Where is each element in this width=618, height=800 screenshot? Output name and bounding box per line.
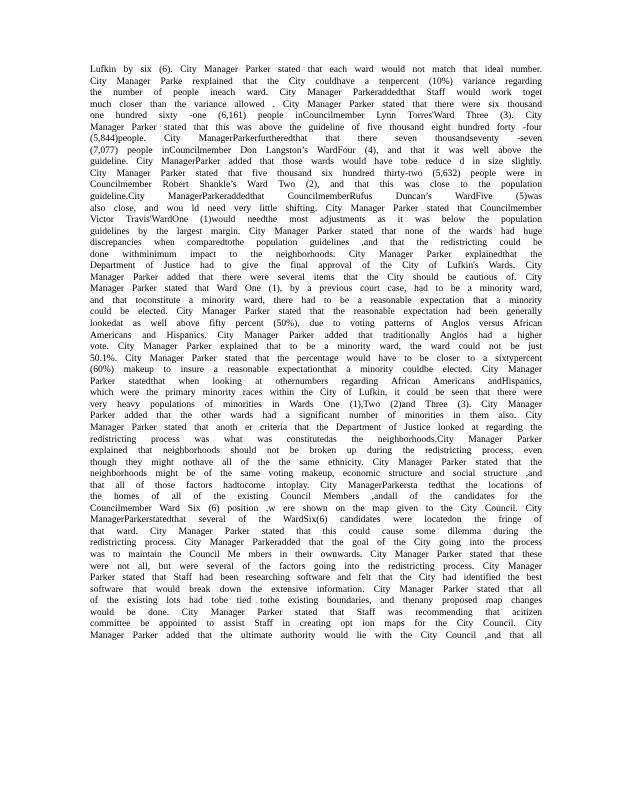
text-line: Manager Parker stated that Ward One (1), by a previous court case, had to be a minority ward, (90, 283, 542, 295)
text-line: could be elected. City Manager Parker stated that the reasonable expectation had been generally (90, 306, 542, 318)
text-line: (5,844)people. City ManagerParkerfurtheredthat that there seven thousandseventy -seven (90, 133, 542, 145)
text-line: Parker added that the other wards had a significant number of minorities in them also. City (90, 410, 542, 422)
text-line: lookedat as well above fifty percent (50%), due to voting patterns of Anglos versus African (90, 318, 542, 330)
text-line: Councilmember Ward Six (6) position ,w ere shown on the map given to the City Council. City (90, 502, 542, 514)
text-line: Manager Parker stated that anoth er criteria that the Department of Justice looked at regarding the (90, 421, 542, 433)
text-line: that all of those factors hadtocome intoplay. City ManagerParkersta tedthat the locations of (90, 479, 542, 491)
text-line: City Manager Parke rexplained that the City couldhave a tenpercent (10%) variance regarding (90, 75, 542, 87)
text-line: City Manager Parker stated that five thousand six hundred thirty-two (5,632) people were in (90, 167, 542, 179)
text-line: Councilmember Robert Shankle’s Ward Two (2), and that this was close to the population (90, 179, 542, 191)
text-line: very heavy populations of minorities in Wards One (1),Two (2)and Three (3). City Manager (90, 398, 542, 410)
text-line: Lufkin by six (6). City Manager Parker stated that each ward would not match that ideal number. (90, 64, 542, 75)
text-line: (60%) makeup to insure a reasonable expectationthat a minority couldbe elected. City Manager (90, 364, 542, 376)
text-line: and that toconstitute a minority ward, there had to be a reasonable expectation that a minority (90, 294, 542, 306)
text-line: would be done. City Manager Parker stated that Staff was recommending that acitizen (90, 606, 542, 618)
text-line: also close, and wou ld need very little shifting. City Manager Parker stated that Councilmember (90, 202, 542, 214)
text-line: Department of Justice had to give the final approval of the City of Lufkin's Wards. City (90, 260, 542, 272)
text-line: was to maintain the Council Me mbers in their ownwards. City Manager Parker stated that these (90, 548, 542, 560)
text-line: Americans and Hispanics. City Manager Parker added that traditionally Anglos had a higher (90, 329, 542, 341)
text-line: committee be appointed to assist Staff in creating opt ion maps for the City Council. City (90, 618, 542, 630)
text-line: Manager Parker added that the ultimate authority would lie with the City Council ,and that all (90, 629, 542, 641)
body-paragraph (90, 64, 542, 641)
text-line: software that would break down the extensive information. City Manager Parker stated that all (90, 583, 542, 595)
text-line: of the existing lots had tobe tied tothe existing boundaries, and thenany proposed map changes (90, 595, 542, 607)
text-line: the homes of all of the existing Council Members ,andall of the candidates for the (90, 491, 542, 503)
text-line: the number of people ineach ward. City Manager Parkeraddedthat Staff would work toget (90, 87, 542, 99)
text-line: neighborhoods might be of the same voting makeup, economic structure and social structure ,and (90, 468, 542, 480)
text-line: ManagerParkerstatedthat several of the WardSix(6) candidates were locatedon the fringe of (90, 514, 542, 526)
text-line: Manager Parker stated that this was above the guideline of five thousand eight hundred forty -four (90, 121, 542, 133)
text-line: though they might nothave all of the the same ethnicity. City Manager Parker stated that the (90, 456, 542, 468)
text-line: that ward. City Manager Parker stated that this could cause some dilemma during the (90, 525, 542, 537)
text-line: guideline.City ManagerParkeraddedthat CouncilmemberRufus Duncan’s WardFive (5)was (90, 191, 542, 203)
text-line: guideline. City ManagerParker added that those wards would have tobe reduce d in size slightly. (90, 156, 542, 168)
text-line: Parker stated that Staff had been researching software and felt that the City had identified the best (90, 572, 542, 584)
text-line: much closer than the variance allowed . City Manager Parker stated that there were six thousand (90, 98, 542, 110)
text-line: redistricting process was what was constitutedas the neighborhoods.City Manager Parker (90, 433, 542, 445)
text-line: done withminimum impact to the neighborhoods. City Manager Parker explainedthat the (90, 248, 542, 260)
text-line: Victor Travis'WardOne (1)would needthe most adjustments as it was below the population (90, 214, 542, 226)
text-line: (7,077) people inCouncilmember Don Langston’s WardFour (4), and that it was well above the (90, 144, 542, 156)
text-line: vote. City Manager Parker explained that to be a minority ward, the ward could not be just (90, 341, 542, 353)
text-line: one hundred sixty -one (6,161) people inCouncilmember Lynn Torres'Ward Three (3). City (90, 110, 542, 122)
text-line: were not all, but were several of the factors going into the redistricting process. City Manager (90, 560, 542, 572)
text-line: discrepancies when comparedtothe population guidelines ,and that the redistricting could be (90, 237, 542, 249)
text-line: Parker statedthat when looking at othernumbers regarding African Americans andHispanics, (90, 375, 542, 387)
text-line: guidelines by the largest margin. City Manager Parker stated that none of the wards had huge (90, 225, 542, 237)
text-line: which were the primary minority races within the City of Lufkin, it could be seen that there were (90, 387, 542, 399)
text-line: Manager Parker added that there were several items that the City should be cautious of. City (90, 271, 542, 283)
document-page (90, 64, 542, 784)
text-line: explained that neighborhoods should not be broken up during the redistricting process, even (90, 445, 542, 457)
text-line: 50.1%. City Manager Parker stated that the percentage would have to be closer to a sixtypercent (90, 352, 542, 364)
text-line: redistricting process. City Manager Parkeradded that the goal of the City going into the process (90, 537, 542, 549)
